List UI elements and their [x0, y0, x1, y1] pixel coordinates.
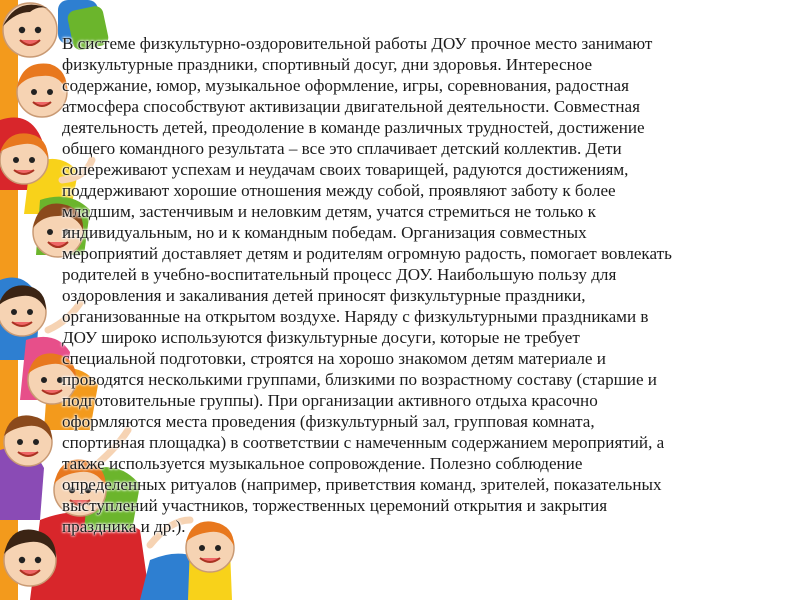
body-paragraph: В системе физкультурно-оздоровительной работы ДОУ прочное место занимают физкультурные праздники, спортивный досуг, дни здоровья. Интересное содержание, юмор, музыкальное оформление, игры, соревнования, радостная атмосфера способствуют активизации двигательной деятельности. Совместная деятельность детей, преодоление в команде различных трудностей, достижение общего командного результата – все это сплачивает детский коллектив. Дети сопереживают успехам и неудачам своих товарищей, радуются достижениям, поддерживают хорошие отношения между собой, проявляют заботу к более младшим, застенчивым и неловким детям, учатся стремиться не только к индивидуальным, но и к командным победам. Организация совместных мероприятий доставляет детям и родителям огромную радость, помогает вовлекать родителей в учебно-воспитательный процесс ДОУ. Наибольшую пользу для оздоровления и закаливания детей приносят физкультурные праздники, организованные на открытом воздухе. Наряду с физкультурными праздниками в ДОУ широко используются физкультурные досуги, которые не требует специальной подготовки, строятся на хорошо знакомом детям материале и проводятся несколькими группами, близкими по возрастному составу (старшие и подготовительные группы). При организации активного отдыха красочно оформляются места проведения (физкультурный зал, групповая комната, спортивная площадка) в соответствии с намеченным содержанием мероприятий, а также используется музыкальное сопровождение. Полезно соблюдение определенных ритуалов (например, приветствия команд, зрителей, показательных выступлений участников, торжественных церемоний открытия и закрытия праздника и др.). — [62, 34, 672, 536]
